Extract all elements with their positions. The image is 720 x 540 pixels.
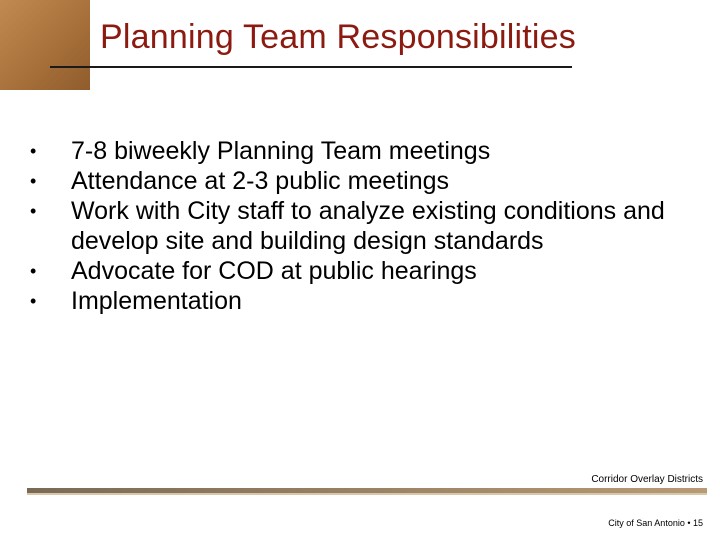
slide-title: Planning Team Responsibilities <box>100 18 576 56</box>
bullet-dot-icon: • <box>30 171 37 191</box>
bullet-item <box>30 286 670 316</box>
bullet-text: 7-8 biweekly Planning Team meetings <box>71 137 491 165</box>
bullet-text: Attendance at 2-3 public meetings <box>71 167 450 195</box>
bullet-dot-icon: • <box>30 141 37 161</box>
bullet-dot-icon: • <box>30 291 37 311</box>
bullet-item <box>30 136 670 166</box>
footer-rule-highlight <box>27 493 707 495</box>
bullet-item <box>30 196 670 256</box>
bullet-list <box>30 136 670 316</box>
title-underline <box>50 66 572 68</box>
footer-program-name: Corridor Overlay Districts <box>591 474 703 485</box>
bullet-text: Advocate for COD at public hearings <box>71 257 477 285</box>
bullet-text: Implementation <box>71 287 242 315</box>
corner-accent-block <box>0 0 90 90</box>
footer-page-label: City of San Antonio • 15 <box>608 518 703 528</box>
bullet-item <box>30 166 670 196</box>
bullet-dot-icon: • <box>30 261 37 281</box>
bullet-dot-icon: • <box>30 201 37 221</box>
bullet-text: Work with City staff to analyze existing conditions and develop site and building design standards <box>71 197 665 255</box>
bullet-item <box>30 256 670 286</box>
